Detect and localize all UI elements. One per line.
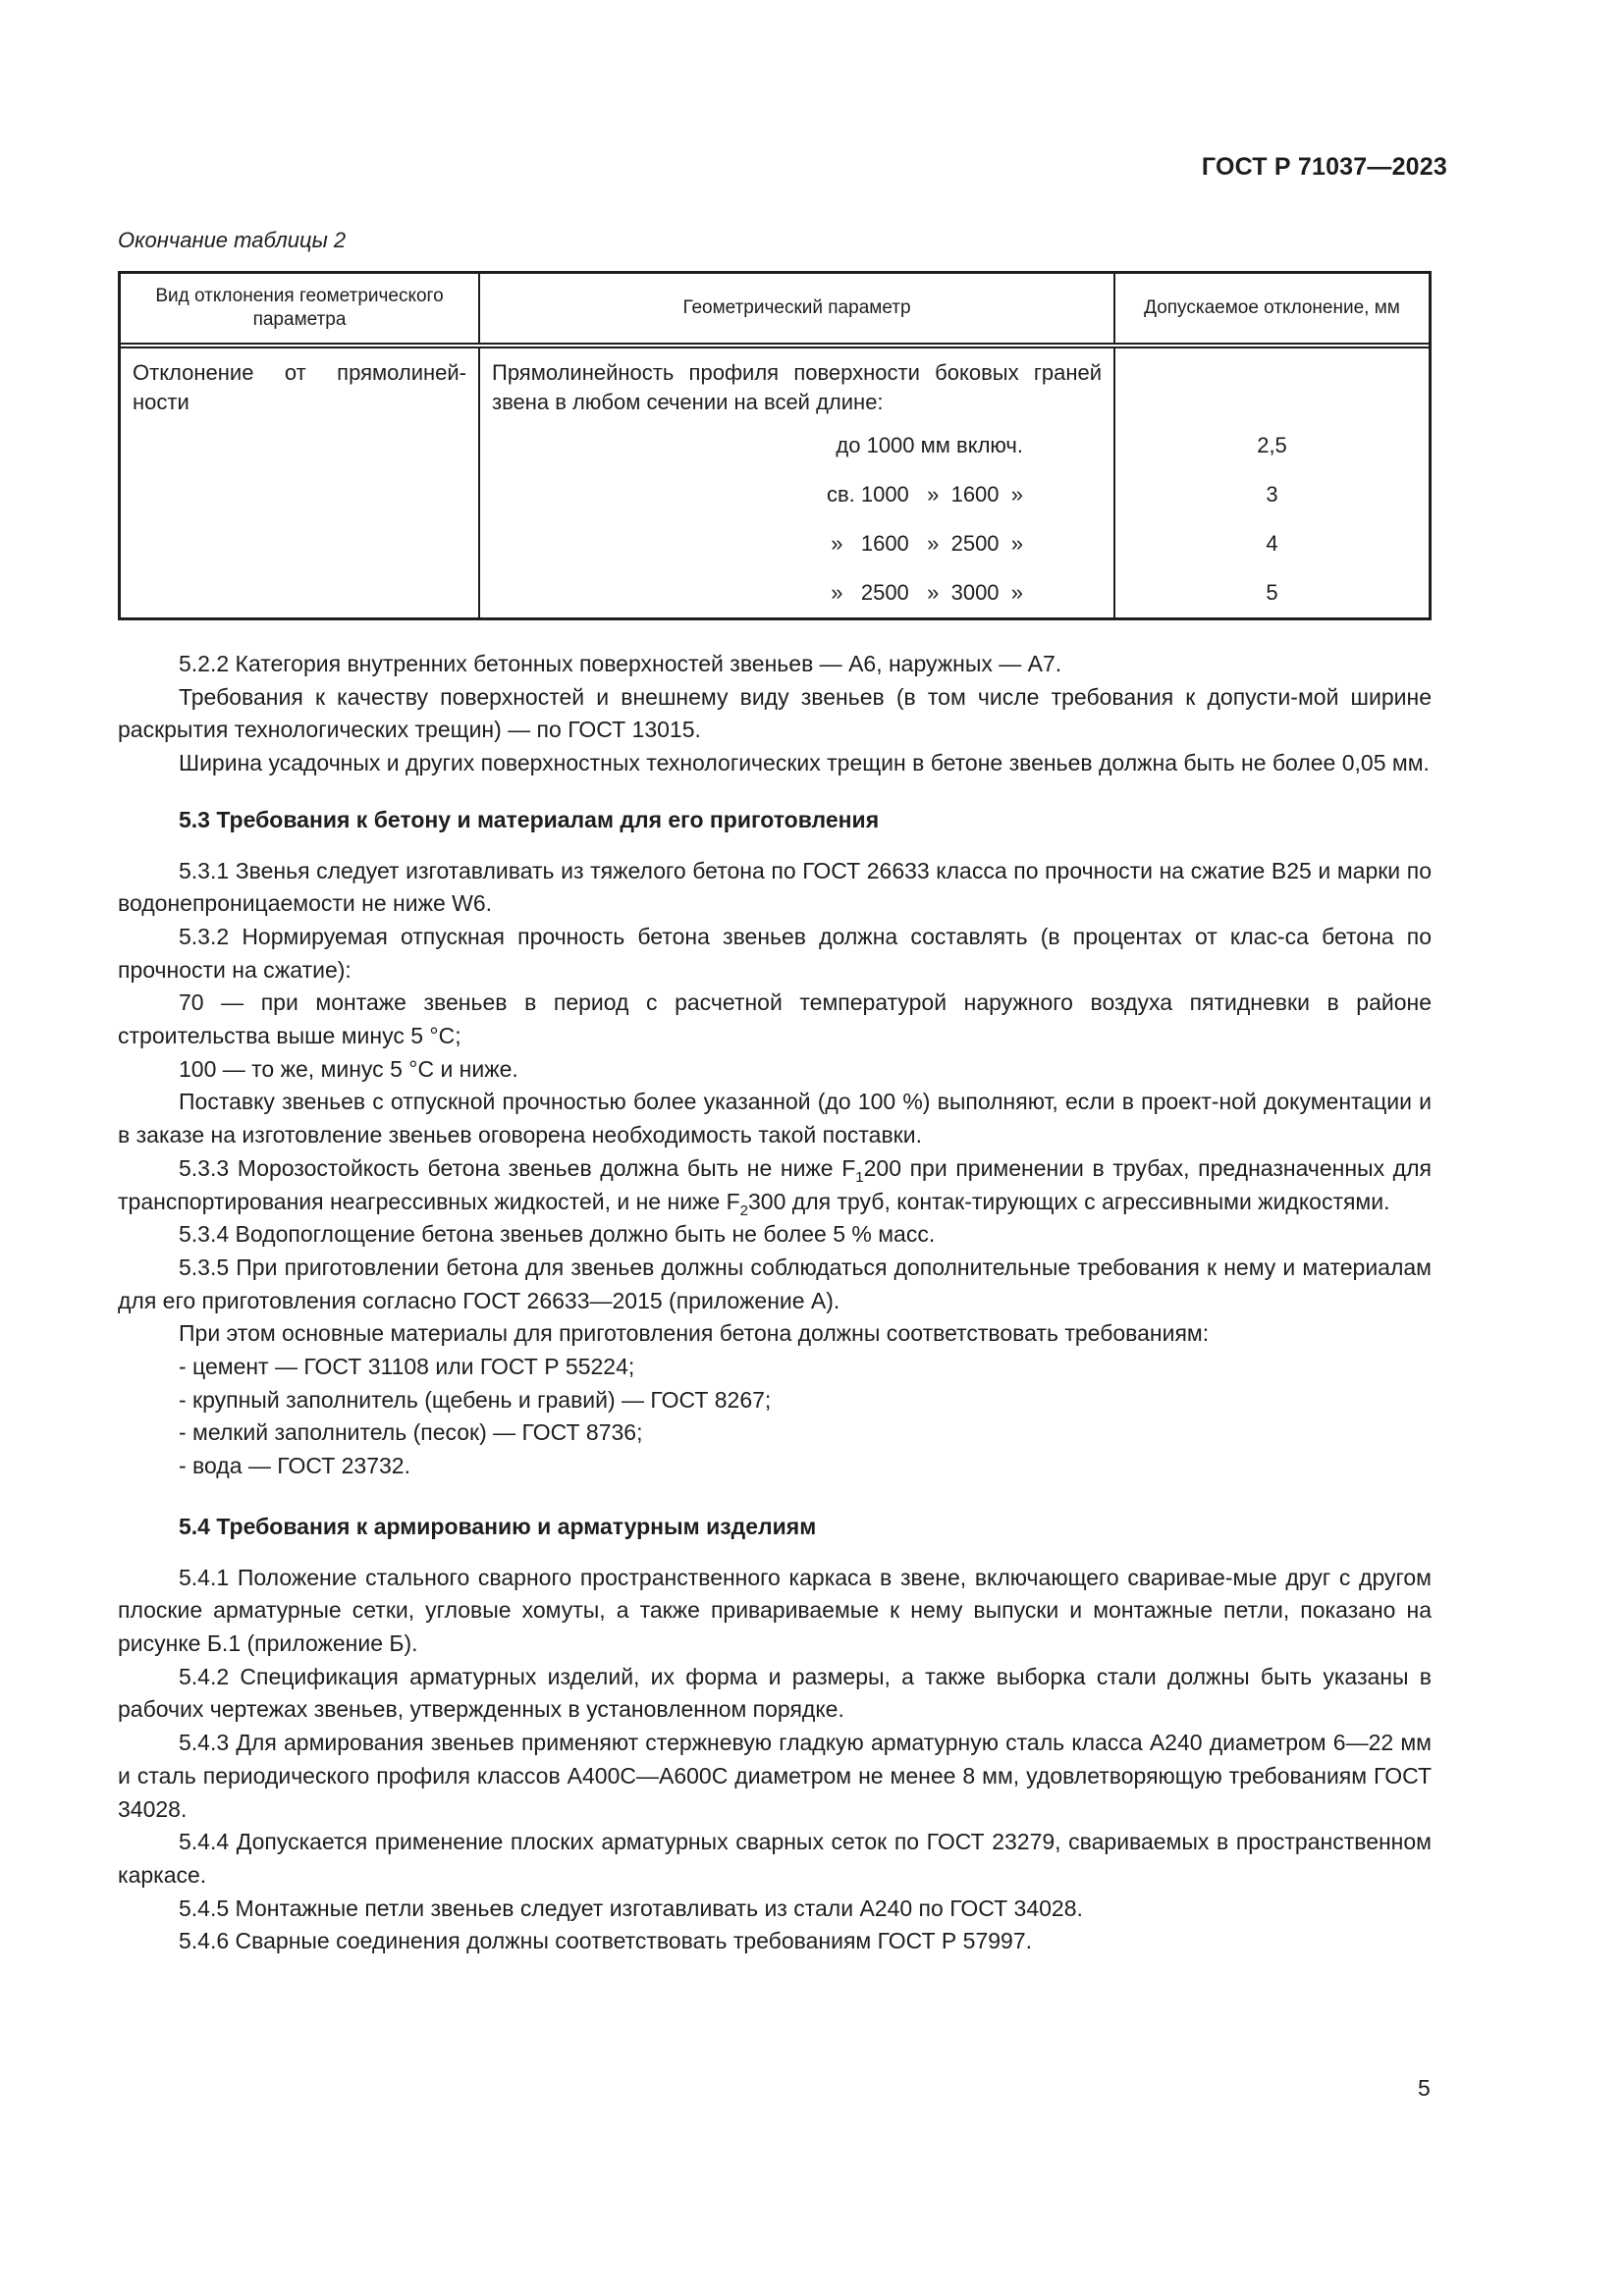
clause-5-4-1: 5.4.1 Положение стального сварного пространственного каркаса в звене, включающего сваривае-мые друг с другом плоские арматурные сетки, угловые хомуты, а также привариваемые к нему выпуски и монтажные петли, показано на рисунке Б.1 (приложение Б). [118,1564,1432,1656]
document-code: ГОСТ Р 71037—2023 [1201,153,1447,181]
column-header-deviation-type: Вид отклонения геометрического параметра [121,274,479,346]
tolerance-value: 5 [1266,580,1278,605]
table-row [121,346,1429,617]
text-span: 300 для труб, контак-тирующих с агрессивными жидкостями. [748,1188,1390,1214]
tolerance-cell [1114,346,1429,617]
text-span: 200 при применении в трубах, предназначенных для транспортирования неагрессивных жидкостей, и не ниже F [118,1154,1432,1214]
range-label: св. 1000 » 1600 » [826,482,1023,507]
page-number: 5 [1418,2075,1431,2101]
paragraph: Поставку звеньев с отпускной прочностью более указанной (до 100 %) выполняют, если в проект-ной документации и в заказе на изготовление звеньев оговорена необходимость такой поставки. [118,1089,1432,1148]
clause-5-3-5: 5.3.5 При приготовлении бетона для звеньев должны соблюдаться дополнительные требования к нему и материалам для его приготовления согласно ГОСТ 26633—2015 (приложение А). [118,1254,1432,1313]
range-label: » 2500 » 3000 » [831,580,1023,605]
range-label: » 1600 » 2500 » [831,531,1023,556]
clause-5-4-6: 5.4.6 Сварные соединения должны соответствовать требованиям ГОСТ Р 57997. [179,1928,1033,1954]
tolerance-value: 3 [1266,482,1278,507]
clause-5-3-1: 5.3.1 Звенья следует изготавливать из тяжелого бетона по ГОСТ 26633 класса по прочности на сжатие В25 и марки по водонепроницаемости не ниже W6. [118,857,1432,917]
section-heading-5-4: 5.4 Требования к армированию и арматурным изделиям [179,1513,817,1539]
document-body [118,648,1432,1958]
column-header-parameter: Геометрический параметр [479,274,1114,346]
subscript: 1 [855,1168,864,1186]
paragraph: При этом основные материалы для приготовления бетона должны соответствовать требованиям: [179,1320,1210,1347]
clause-5-4-5: 5.4.5 Монтажные петли звеньев следует изготавливать из стали А240 по ГОСТ 34028. [179,1895,1083,1921]
paragraph: Ширина усадочных и других поверхностных технологических трещин в бетоне звеньев должна быть не более 0,05 мм. [179,750,1430,776]
clause-5-3-2: 5.3.2 Нормируемая отпускная прочность бетона звеньев должна составлять (в процентах от клас-са бетона по прочности на сжатие): [118,923,1432,983]
paragraph: 70 — при монтаже звеньев в период с расчетной температурой наружного воздуха пятидневки в районе строительства выше минус 5 °С; [118,989,1432,1049]
clause-5-3-4: 5.3.4 Водопоглощение бетона звеньев должно быть не более 5 % масс. [179,1221,936,1248]
list-item: - вода — ГОСТ 23732. [179,1453,410,1479]
list-item: - крупный заполнитель (щебень и гравий) — ГОСТ 8267; [179,1386,772,1413]
paragraph: Требования к качеству поверхностей и внешнему виду звеньев (в том числе требования к допусти-мой ширине раскрытия технологических трещин) — по ГОСТ 13015. [118,683,1432,743]
range-label: до 1000 мм включ. [836,433,1023,457]
section-heading-5-3: 5.3 Требования к бетону и материалам для его приготовления [179,806,880,832]
table-caption: Окончание таблицы 2 [118,228,347,252]
deviation-table [118,271,1432,620]
table-header-row [121,274,1429,346]
tolerance-value: 4 [1266,531,1278,556]
clause-5-2-2: 5.2.2 Категория внутренних бетонных поверхностей звеньев — А6, наружных — А7. [179,651,1062,676]
list-item: - мелкий заполнитель (песок) — ГОСТ 8736; [179,1419,643,1446]
clause-5-4-3: 5.4.3 Для армирования звеньев применяют стержневую гладкую арматурную сталь класса А240 диаметром 6—22 мм и сталь периодического профиля классов А400С—А600С диаметром не менее 8 мм, удовлетворяющую требованиям ГОСТ 34028. [118,1730,1432,1822]
clause-5-4-2: 5.4.2 Спецификация арматурных изделий, их форма и размеры, а также выборка стали должны быть указаны в рабочих чертежах звеньев, утвержденных в установленном порядке. [118,1663,1432,1723]
column-header-tolerance: Допускаемое отклонение, мм [1114,274,1429,346]
clause-5-3-3 [118,1152,1432,1218]
subscript: 2 [739,1201,749,1219]
parameter-cell [479,346,1114,617]
list-item: - цемент — ГОСТ 31108 или ГОСТ Р 55224; [179,1354,635,1380]
deviation-type-cell: Отклонение от прямолиней-ности [121,346,479,617]
clause-5-4-4: 5.4.4 Допускается применение плоских арматурных сварных сеток по ГОСТ 23279, свариваемых в пространственном каркасе. [118,1829,1432,1888]
paragraph: 100 — то же, минус 5 °С и ниже. [179,1055,518,1082]
parameter-description: Прямолинейность профиля поверхности боковых граней звена в любом сечении на всей длине: [492,360,1102,414]
text-span: 5.3.3 Морозостойкость бетона звеньев должна быть не ниже F [179,1154,856,1181]
tolerance-value: 2,5 [1257,433,1287,457]
